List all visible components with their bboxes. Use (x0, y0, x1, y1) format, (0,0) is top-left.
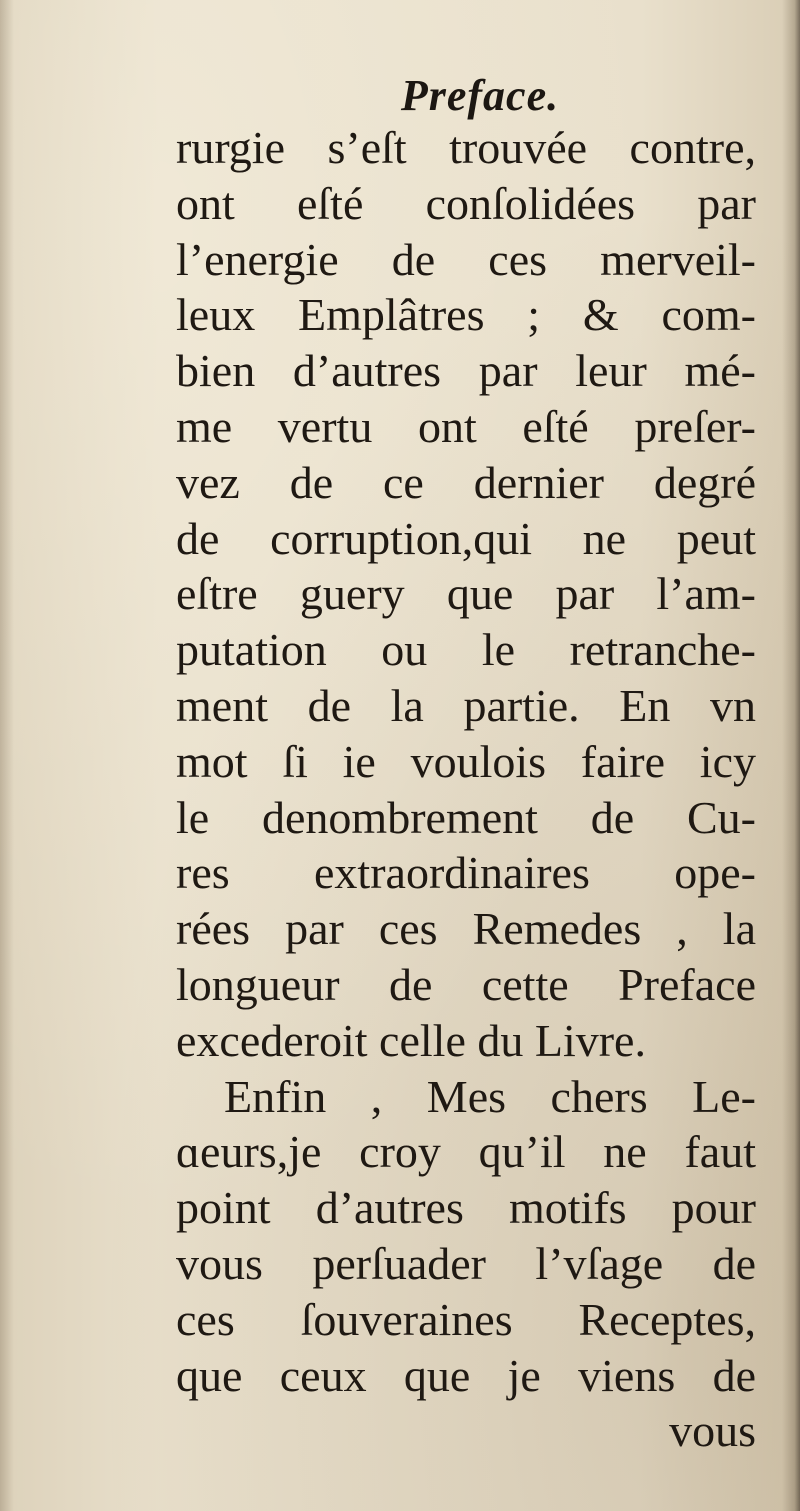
text-line: de corruption,qui ne peut (176, 512, 756, 564)
text-line: putation ou le retranche- (176, 624, 756, 676)
page-left-shadow (0, 0, 14, 1511)
text-line: ces ſouveraines Receptes, (176, 1293, 756, 1345)
text-line: vous perſuader l’vſage de (176, 1237, 756, 1289)
text-line-paragraph-start: Enfin , Mes chers Le- (224, 1070, 756, 1122)
text-line: res extraordinaires ope- (176, 847, 756, 899)
text-line: point d’autres motifs pour (176, 1182, 756, 1234)
text-line: ment de la partie. En vn (176, 679, 756, 731)
text-line: rées par ces Remedes , la (176, 903, 756, 955)
running-head: Preface. (400, 71, 560, 120)
catchword: vous (669, 1405, 756, 1457)
text-line: leux Emplâtres ; & com- (176, 289, 756, 341)
text-line: longueur de cette Preface (176, 958, 756, 1010)
text-line: que ceux que je viens de (176, 1349, 756, 1401)
text-line: ɑeurs,je croy qu’il ne faut (176, 1126, 756, 1178)
text-line: eſtre guery que par l’am- (176, 568, 756, 620)
text-line: rurgie s’eſt trouvée contre, (176, 122, 756, 173)
text-line: excederoit celle du Livre. (176, 1014, 646, 1066)
page-right-shadow (782, 0, 800, 1511)
text-line: vez de ce dernier degré (176, 456, 756, 508)
text-line: le denombrement de Cu- (176, 791, 756, 843)
text-line: ont eſté conſolidées par (176, 177, 756, 229)
text-line: bien d’autres par leur mé- (176, 345, 756, 397)
text-line: l’energie de ces merveil- (176, 233, 756, 285)
text-line: me vertu ont eſté preſer- (176, 400, 756, 452)
text-block (176, 120, 756, 1459)
text-line: mot ſi ie voulois faire icy (176, 735, 756, 787)
